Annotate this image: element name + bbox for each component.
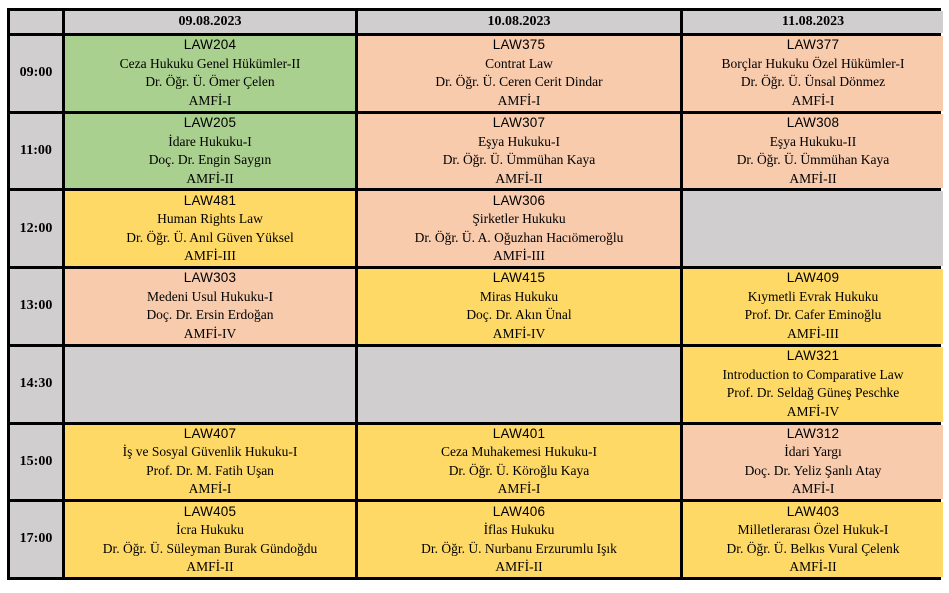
exam-slot (358, 191, 680, 266)
empty-slot (358, 347, 680, 422)
instructor-name: Dr. Öğr. Ü. Nurbanu Erzurumlu Işık (421, 540, 617, 556)
day-header: 11.08.2023 (683, 11, 943, 33)
exam-schedule-table (7, 8, 941, 580)
course-code: LAW403 (786, 503, 840, 519)
room-label: AMFİ-III (493, 248, 545, 264)
instructor-name: Doç. Dr. Yeliz Şanlı Atay (744, 462, 882, 478)
course-name: Eşya Hukuku-I (477, 133, 561, 149)
exam-slot (65, 502, 355, 577)
course-code: LAW303 (183, 270, 237, 286)
course-name: Kıymetli Evrak Hukuku (747, 288, 879, 304)
room-label: AMFİ-I (791, 92, 835, 108)
instructor-name: Dr. Öğr. Ü. Köroğlu Kaya (448, 462, 590, 478)
course-code: LAW377 (786, 37, 840, 53)
exam-slot (683, 114, 943, 189)
exam-slot (65, 114, 355, 189)
instructor-name: Dr. Öğr. Ü. Süleyman Burak Gündoğdu (102, 540, 318, 556)
time-slot-label: 13:00 (10, 269, 62, 344)
course-code: LAW306 (492, 192, 546, 208)
instructor-name: Dr. Öğr. Ü. A. Oğuzhan Hacıömeroğlu (414, 229, 624, 245)
instructor-name: Prof. Dr. Cafer Eminoğlu (744, 307, 882, 323)
empty-slot (65, 347, 355, 422)
instructor-name: Dr. Öğr. Ü. Ümmühan Kaya (736, 152, 890, 168)
time-slot-label: 09:00 (10, 36, 62, 111)
instructor-name: Dr. Öğr. Ü. Ümmühan Kaya (442, 152, 596, 168)
course-name: Contrat Law (485, 55, 553, 71)
course-code: LAW415 (492, 270, 546, 286)
course-name: Ceza Muhakemesi Hukuku-I (441, 444, 597, 460)
course-name: Eşya Hukuku-II (769, 133, 857, 149)
exam-slot (65, 36, 355, 111)
instructor-name: Dr. Öğr. Ü. Ömer Çelen (145, 74, 275, 90)
instructor-name: Dr. Öğr. Ü. Ceren Cerit Dindar (435, 74, 603, 90)
exam-slot (358, 502, 680, 577)
course-code: LAW312 (786, 425, 840, 441)
empty-slot (683, 191, 943, 266)
room-label: AMFİ-IV (183, 325, 237, 341)
exam-slot (358, 269, 680, 344)
time-slot-label: 12:00 (10, 191, 62, 266)
instructor-name: Doç. Dr. Akın Ünal (466, 307, 572, 323)
exam-slot (358, 425, 680, 500)
course-name: Introduction to Comparative Law (722, 366, 904, 382)
time-slot-label: 17:00 (10, 502, 62, 577)
instructor-name: Doç. Dr. Ersin Erdoğan (146, 307, 274, 323)
instructor-name: Prof. Dr. Seldağ Güneş Peschke (726, 385, 900, 401)
instructor-name: Dr. Öğr. Ü. Belkıs Vural Çelenk (726, 540, 900, 556)
course-code: LAW308 (786, 115, 840, 131)
day-header: 10.08.2023 (358, 11, 680, 33)
course-code: LAW405 (183, 503, 237, 519)
day-header: 09.08.2023 (65, 11, 355, 33)
exam-slot (683, 347, 943, 422)
course-name: Şirketler Hukuku (472, 211, 566, 227)
course-name: Borçlar Hukuku Özel Hükümler-I (721, 55, 905, 71)
exam-slot (65, 425, 355, 500)
room-label: AMFİ-I (188, 481, 232, 497)
exam-slot (65, 191, 355, 266)
course-code: LAW321 (786, 348, 840, 364)
room-label: AMFİ-IV (786, 403, 840, 419)
instructor-name: Doç. Dr. Engin Saygın (148, 152, 272, 168)
course-code: LAW409 (786, 270, 840, 286)
course-name: Human Rights Law (157, 211, 263, 227)
course-code: LAW205 (183, 115, 237, 131)
room-label: AMFİ-II (495, 559, 543, 575)
time-slot-label: 11:00 (10, 114, 62, 189)
room-label: AMFİ-III (184, 248, 236, 264)
course-name: İş ve Sosyal Güvenlik Hukuku-I (122, 444, 298, 460)
room-label: AMFİ-III (787, 325, 839, 341)
course-code: LAW407 (183, 425, 237, 441)
room-label: AMFİ-II (186, 170, 234, 186)
course-code: LAW401 (492, 425, 546, 441)
exam-slot (358, 114, 680, 189)
course-name: Miras Hukuku (479, 288, 559, 304)
room-label: AMFİ-II (789, 170, 837, 186)
course-code: LAW481 (183, 192, 237, 208)
room-label: AMFİ-I (497, 481, 541, 497)
course-name: İdare Hukuku-I (168, 133, 252, 149)
room-label: AMFİ-I (791, 481, 835, 497)
room-label: AMFİ-II (186, 559, 234, 575)
exam-slot (683, 269, 943, 344)
course-name: İdari Yargı (784, 444, 842, 460)
exam-slot (683, 425, 943, 500)
room-label: AMFİ-I (188, 92, 232, 108)
course-name: İflas Hukuku (483, 522, 555, 538)
course-code: LAW204 (183, 37, 237, 53)
course-name: İcra Hukuku (176, 522, 244, 538)
time-slot-label: 14:30 (10, 347, 62, 422)
instructor-name: Prof. Dr. M. Fatih Uşan (146, 462, 274, 478)
room-label: AMFİ-II (495, 170, 543, 186)
course-code: LAW307 (492, 115, 546, 131)
course-name: Milletlerarası Özel Hukuk-I (737, 522, 889, 538)
instructor-name: Dr. Öğr. Ü. Ünsal Dönmez (740, 74, 886, 90)
exam-slot (358, 36, 680, 111)
exam-slot (65, 269, 355, 344)
room-label: AMFİ-IV (492, 325, 546, 341)
corner-cell (10, 11, 62, 33)
course-code: LAW406 (492, 503, 546, 519)
course-name: Medeni Usul Hukuku-I (147, 288, 273, 304)
room-label: AMFİ-I (497, 92, 541, 108)
course-name: Ceza Hukuku Genel Hükümler-II (119, 55, 301, 71)
room-label: AMFİ-II (789, 559, 837, 575)
exam-slot (683, 36, 943, 111)
course-code: LAW375 (492, 37, 546, 53)
exam-slot (683, 502, 943, 577)
instructor-name: Dr. Öğr. Ü. Anıl Güven Yüksel (126, 229, 294, 245)
time-slot-label: 15:00 (10, 425, 62, 500)
